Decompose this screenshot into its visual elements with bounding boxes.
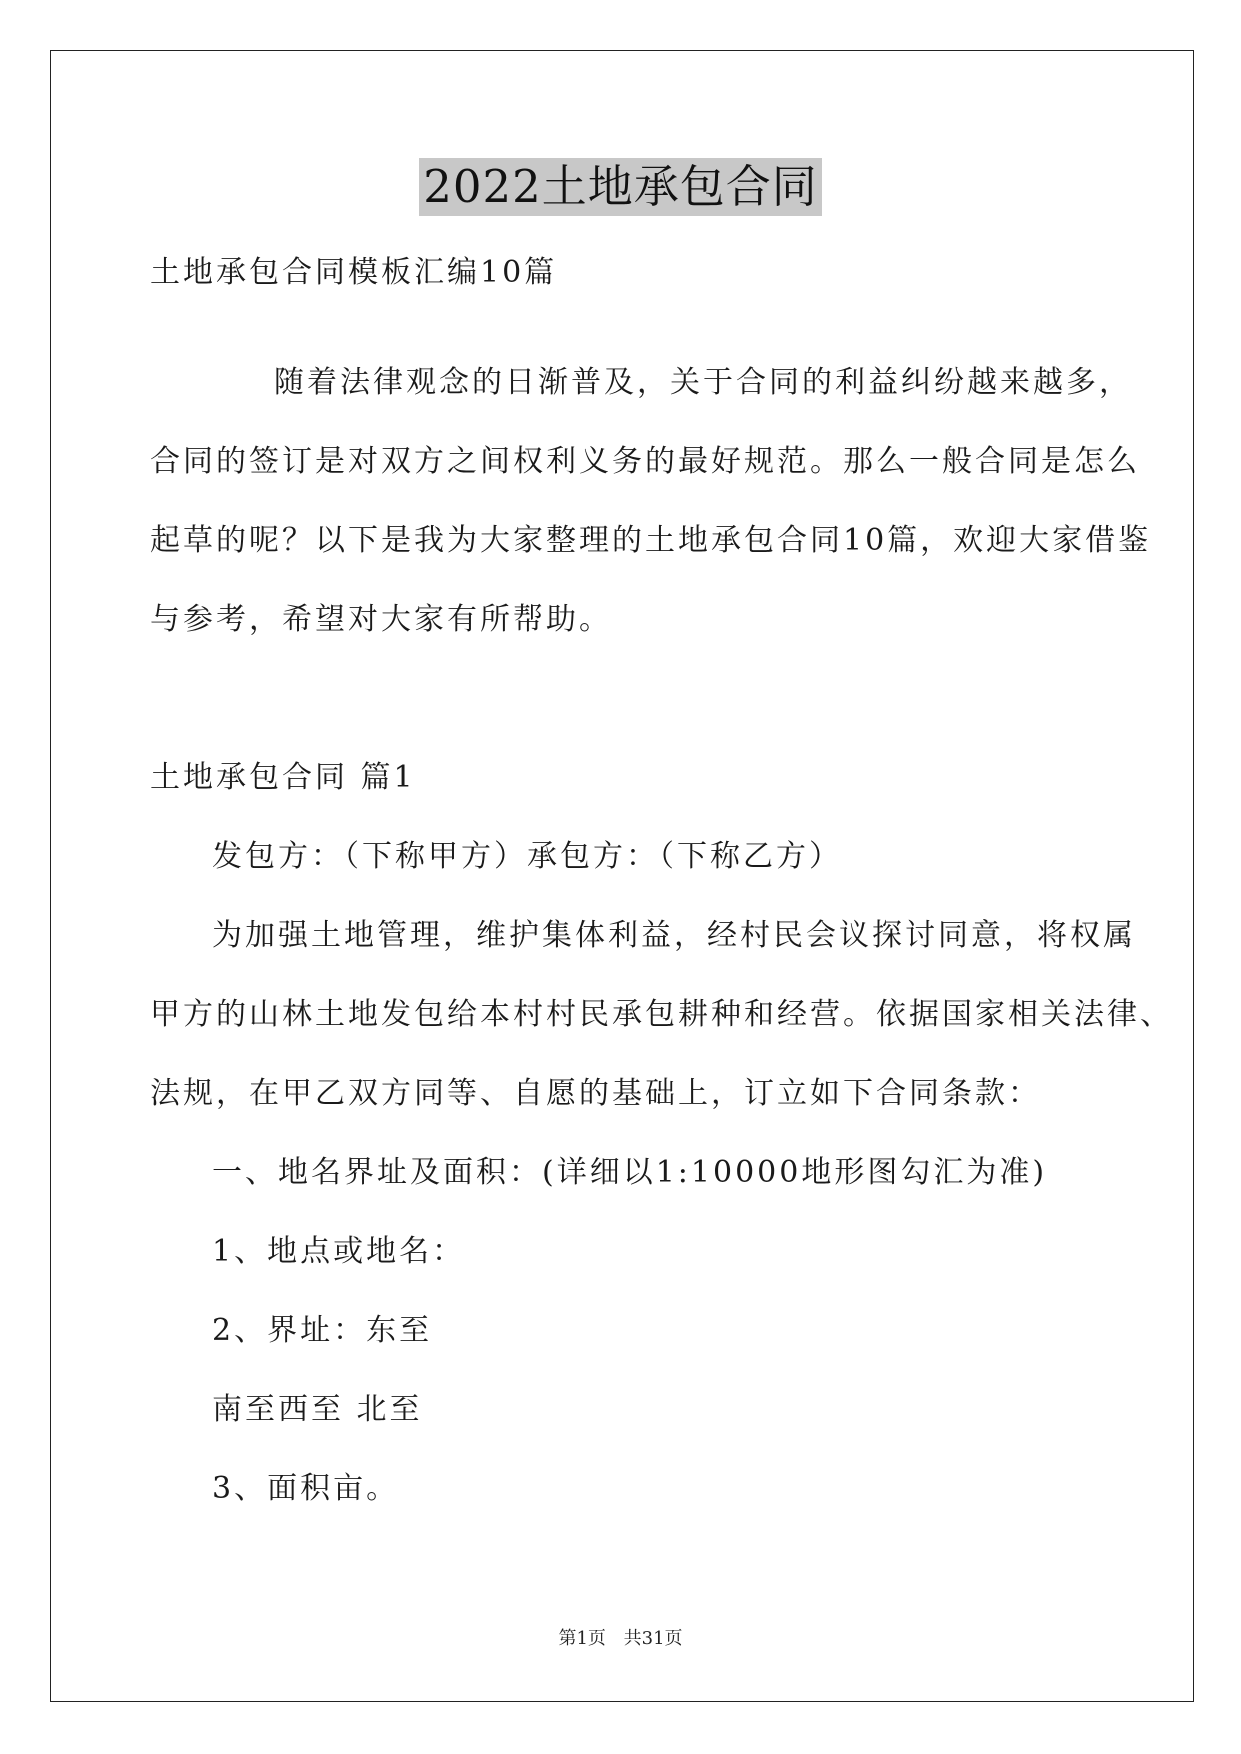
page-total: 共31页 <box>623 1628 683 1649</box>
parties-line: 发包方：（下称甲方）承包方：（下称乙方） <box>212 839 842 874</box>
document-title: 2022土地承包合同 <box>419 158 822 216</box>
intro-line-3: 起草的呢？以下是我为大家整理的土地承包合同10篇，欢迎大家借鉴 <box>150 523 1152 558</box>
item-boundary: 2、界址：东至 <box>212 1313 433 1348</box>
item-area: 3、面积亩。 <box>212 1471 400 1506</box>
section-heading: 土地承包合同 篇1 <box>150 760 416 795</box>
page-footer <box>0 1627 1241 1651</box>
purpose-line-2: 甲方的山林土地发包给本村村民承包耕种和经营。依据国家相关法律、 <box>150 997 1173 1032</box>
document-subtitle: 土地承包合同模板汇编10篇 <box>150 255 558 290</box>
clause-one-heading: 一、地名界址及面积：(详细以1:10000地形图勾汇为准) <box>212 1155 1048 1190</box>
item-boundary-continued: 南至西至 北至 <box>212 1392 423 1427</box>
item-location: 1、地点或地名： <box>212 1234 466 1269</box>
intro-line-1: 随着法律观念的日渐普及，关于合同的利益纠纷越来越多， <box>274 365 1132 400</box>
intro-line-4: 与参考，希望对大家有所帮助。 <box>150 602 612 637</box>
title-container <box>0 158 1241 216</box>
purpose-line-1: 为加强土地管理，维护集体利益，经村民会议探讨同意，将权属 <box>212 918 1136 953</box>
intro-line-2: 合同的签订是对双方之间权利义务的最好规范。那么一般合同是怎么 <box>150 444 1140 479</box>
purpose-line-3: 法规，在甲乙双方同等、自愿的基础上，订立如下合同条款： <box>150 1076 1041 1111</box>
page-number: 第1页 <box>558 1628 606 1649</box>
